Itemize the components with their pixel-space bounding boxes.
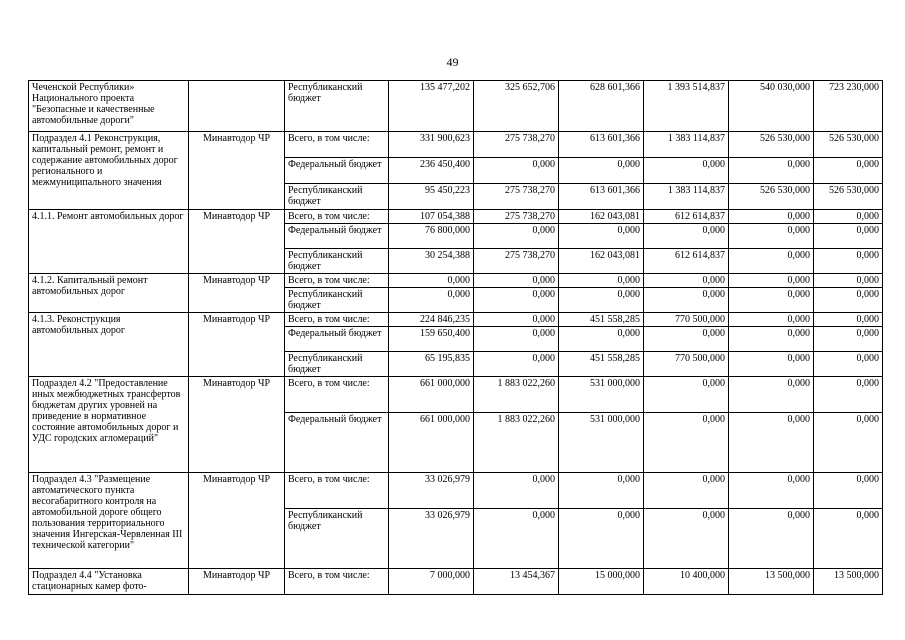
value-cell: 0,000 (474, 158, 559, 184)
value-cell: 1 883 022,260 (474, 413, 559, 473)
funding-source: Всего, в том числе: (285, 377, 389, 413)
value-cell: 13 454,367 (474, 569, 559, 595)
funding-source: Республиканский бюджет (285, 184, 389, 210)
executor-cell: Минавтодор ЧР (189, 274, 285, 313)
value-cell: 159 650,400 (389, 327, 474, 352)
value-cell: 224 846,235 (389, 313, 474, 327)
value-cell: 0,000 (559, 473, 644, 509)
value-cell: 15 000,000 (559, 569, 644, 595)
value-cell: 0,000 (814, 509, 883, 569)
value-cell: 0,000 (474, 327, 559, 352)
value-cell: 770 500,000 (644, 313, 729, 327)
value-cell: 65 195,835 (389, 352, 474, 377)
value-cell: 0,000 (389, 288, 474, 313)
funding-source: Республиканский бюджет (285, 352, 389, 377)
value-cell: 526 530,000 (814, 132, 883, 158)
executor-cell: Минавтодор ЧР (189, 313, 285, 377)
funding-source: Федеральный бюджет (285, 158, 389, 184)
section-name: 4.1.2. Капитальный ремонт автомобильных дорог (29, 274, 189, 313)
executor-cell: Минавтодор ЧР (189, 132, 285, 210)
funding-source: Республиканский бюджет (285, 288, 389, 313)
value-cell: 10 400,000 (644, 569, 729, 595)
value-cell: 0,000 (814, 473, 883, 509)
value-cell: 13 500,000 (814, 569, 883, 595)
funding-source: Всего, в том числе: (285, 210, 389, 224)
section-name: Подраздел 4.2 "Предоставление иных межбюджетных трансфертов бюджетам других уровней на приведение в нормативное состояние автомобильных дорог и УДС городских агломераций" (29, 377, 189, 473)
value-cell: 13 500,000 (729, 569, 814, 595)
value-cell: 661 000,000 (389, 413, 474, 473)
funding-source: Республиканский бюджет (285, 249, 389, 274)
value-cell: 236 450,400 (389, 158, 474, 184)
value-cell: 135 477,202 (389, 81, 474, 132)
funding-source: Федеральный бюджет (285, 413, 389, 473)
value-cell: 162 043,081 (559, 210, 644, 224)
executor-cell: Минавтодор ЧР (189, 473, 285, 569)
value-cell: 0,000 (644, 288, 729, 313)
value-cell: 1 383 114,837 (644, 184, 729, 210)
value-cell: 0,000 (814, 224, 883, 249)
value-cell: 33 026,979 (389, 509, 474, 569)
value-cell: 0,000 (729, 327, 814, 352)
value-cell: 531 000,000 (559, 377, 644, 413)
value-cell: 723 230,000 (814, 81, 883, 132)
value-cell: 7 000,000 (389, 569, 474, 595)
funding-source: Федеральный бюджет (285, 327, 389, 352)
value-cell: 0,000 (814, 210, 883, 224)
value-cell: 0,000 (644, 377, 729, 413)
value-cell: 0,000 (559, 288, 644, 313)
table-row (29, 132, 883, 158)
funding-source: Федеральный бюджет (285, 224, 389, 249)
value-cell: 0,000 (729, 377, 814, 413)
section-name: Чеченской Республики» Национального проекта "Безопасные и качественные автомобильные дороги" (29, 81, 189, 132)
executor-cell: Минавтодор ЧР (189, 210, 285, 274)
value-cell: 0,000 (814, 413, 883, 473)
value-cell: 0,000 (644, 274, 729, 288)
value-cell: 275 738,270 (474, 210, 559, 224)
executor-cell: Минавтодор ЧР (189, 377, 285, 473)
funding-source: Всего, в том числе: (285, 473, 389, 509)
value-cell: 1 883 022,260 (474, 377, 559, 413)
value-cell: 0,000 (729, 288, 814, 313)
value-cell: 0,000 (814, 327, 883, 352)
value-cell: 613 601,366 (559, 132, 644, 158)
value-cell: 0,000 (559, 158, 644, 184)
value-cell: 107 054,388 (389, 210, 474, 224)
section-name: 4.1.1. Ремонт автомобильных дорог (29, 210, 189, 274)
value-cell: 275 738,270 (474, 132, 559, 158)
value-cell: 612 614,837 (644, 249, 729, 274)
value-cell: 0,000 (644, 473, 729, 509)
value-cell: 531 000,000 (559, 413, 644, 473)
table-row (29, 274, 883, 288)
funding-source: Всего, в том числе: (285, 313, 389, 327)
table-row (29, 569, 883, 595)
value-cell: 770 500,000 (644, 352, 729, 377)
value-cell: 0,000 (644, 413, 729, 473)
table-row (29, 81, 883, 132)
value-cell: 0,000 (644, 158, 729, 184)
value-cell: 0,000 (559, 509, 644, 569)
value-cell: 0,000 (644, 509, 729, 569)
value-cell: 0,000 (729, 158, 814, 184)
value-cell: 613 601,366 (559, 184, 644, 210)
value-cell: 0,000 (729, 224, 814, 249)
value-cell: 0,000 (729, 313, 814, 327)
executor-cell (189, 81, 285, 132)
value-cell: 0,000 (814, 158, 883, 184)
section-name: Подраздел 4.1 Реконструкция, капитальный ремонт, ремонт и содержание автомобильных дорог регионального и межмуниципального значения (29, 132, 189, 210)
table-row (29, 313, 883, 327)
value-cell: 275 738,270 (474, 184, 559, 210)
value-cell: 0,000 (729, 210, 814, 224)
value-cell: 0,000 (474, 473, 559, 509)
value-cell: 451 558,285 (559, 352, 644, 377)
table-row (29, 377, 883, 413)
value-cell: 0,000 (814, 377, 883, 413)
value-cell: 661 000,000 (389, 377, 474, 413)
value-cell: 0,000 (729, 473, 814, 509)
value-cell: 526 530,000 (814, 184, 883, 210)
value-cell: 612 614,837 (644, 210, 729, 224)
value-cell: 0,000 (644, 327, 729, 352)
value-cell: 0,000 (644, 224, 729, 249)
value-cell: 0,000 (729, 249, 814, 274)
value-cell: 0,000 (814, 249, 883, 274)
value-cell: 30 254,388 (389, 249, 474, 274)
section-name: Подраздел 4.4 "Установка стационарных камер фото- (29, 569, 189, 595)
value-cell: 1 383 114,837 (644, 132, 729, 158)
section-name: Подраздел 4.3 "Размещение автоматического пункта весогабаритного контроля на автомобильной дороге общего пользования территориального значения Ингерская-Червленная III технической категории" (29, 473, 189, 569)
value-cell: 0,000 (729, 509, 814, 569)
value-cell: 0,000 (559, 327, 644, 352)
value-cell: 628 601,366 (559, 81, 644, 132)
executor-cell: Минавтодор ЧР (189, 569, 285, 595)
value-cell: 0,000 (474, 224, 559, 249)
value-cell: 0,000 (729, 413, 814, 473)
value-cell: 76 800,000 (389, 224, 474, 249)
funding-source: Республиканский бюджет (285, 509, 389, 569)
value-cell: 526 530,000 (729, 132, 814, 158)
funding-source: Республиканский бюджет (285, 81, 389, 132)
funding-source: Всего, в том числе: (285, 274, 389, 288)
table-row (29, 210, 883, 224)
value-cell: 331 900,623 (389, 132, 474, 158)
value-cell: 0,000 (474, 288, 559, 313)
value-cell: 0,000 (814, 352, 883, 377)
funding-source: Всего, в том числе: (285, 132, 389, 158)
budget-table (28, 80, 883, 595)
value-cell: 526 530,000 (729, 184, 814, 210)
value-cell: 451 558,285 (559, 313, 644, 327)
value-cell: 325 652,706 (474, 81, 559, 132)
value-cell: 33 026,979 (389, 473, 474, 509)
value-cell: 0,000 (474, 352, 559, 377)
section-name: 4.1.3. Реконструкция автомобильных дорог (29, 313, 189, 377)
value-cell: 1 393 514,837 (644, 81, 729, 132)
value-cell: 0,000 (814, 274, 883, 288)
value-cell: 0,000 (474, 274, 559, 288)
value-cell: 0,000 (729, 274, 814, 288)
value-cell: 0,000 (389, 274, 474, 288)
page-number: 49 (446, 55, 459, 69)
value-cell: 95 450,223 (389, 184, 474, 210)
funding-source: Всего, в том числе: (285, 569, 389, 595)
table-row (29, 473, 883, 509)
value-cell: 162 043,081 (559, 249, 644, 274)
value-cell: 0,000 (729, 352, 814, 377)
value-cell: 0,000 (814, 313, 883, 327)
value-cell: 0,000 (559, 224, 644, 249)
value-cell: 0,000 (814, 288, 883, 313)
value-cell: 540 030,000 (729, 81, 814, 132)
value-cell: 0,000 (559, 274, 644, 288)
value-cell: 275 738,270 (474, 249, 559, 274)
value-cell: 0,000 (474, 313, 559, 327)
value-cell: 0,000 (474, 509, 559, 569)
